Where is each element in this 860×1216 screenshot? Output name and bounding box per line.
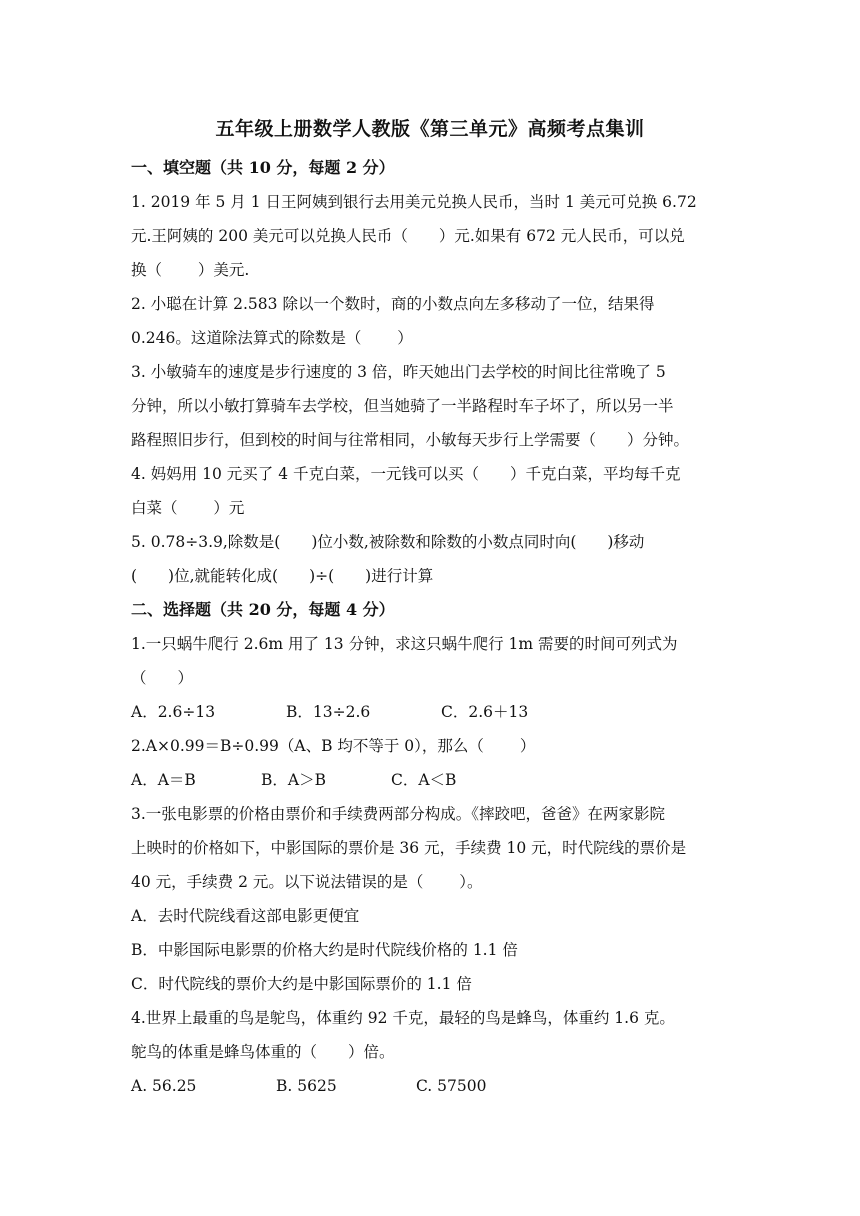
- option-a[interactable]: A．去时代院线看这部电影更便宜: [131, 907, 360, 925]
- question-text: 4. 妈妈用 10 元买了 4 千克白菜，一元钱可以买（ ）千克白菜，平均每千克: [131, 465, 681, 483]
- option-a[interactable]: A. 56.25: [131, 1077, 197, 1095]
- option-b[interactable]: B．13÷2.6: [286, 703, 371, 721]
- option-c[interactable]: C．2.6＋13: [441, 703, 529, 721]
- option-a[interactable]: A．A＝B: [131, 771, 196, 789]
- question-text: 换（ ）美元.: [131, 261, 250, 279]
- question-text: （ ）: [131, 669, 194, 687]
- question-text: 2.A×0.99＝B÷0.99（A、B 均不等于 0），那么（ ）: [131, 737, 536, 755]
- option-c[interactable]: C．A＜B: [391, 771, 457, 789]
- question-text: 鸵鸟的体重是蜂鸟体重的（ ）倍。: [131, 1043, 395, 1061]
- question-text: 40 元，手续费 2 元。以下说法错误的是（ ）。: [131, 873, 483, 891]
- question-text: ( )位,就能转化成( )÷( )进行计算: [131, 567, 434, 585]
- section-heading-fill-blank: 一、填空题（共 10 分，每题 2 分）: [131, 158, 395, 177]
- option-c[interactable]: C．时代院线的票价大约是中影国际票价的 1.1 倍: [131, 975, 472, 993]
- question-text: 2. 小聪在计算 2.583 除以一个数时，商的小数点向左多移动了一位，结果得: [131, 295, 655, 313]
- question-text: 元.王阿姨的 200 美元可以兑换人民币（ ）元.如果有 672 元人民币，可以兑: [131, 227, 685, 245]
- section-heading-multiple-choice: 二、选择题（共 20 分，每题 4 分）: [131, 600, 395, 619]
- question-text: 5. 0.78÷3.9,除数是( )位小数,被除数和除数的小数点同时向( )移动: [131, 533, 645, 551]
- answer-options: [131, 1076, 731, 1096]
- question-text: 3.一张电影票的价格由票价和手续费两部分构成。《摔跤吧，爸爸》在两家影院: [131, 805, 666, 823]
- option-b[interactable]: B．A＞B: [261, 771, 326, 789]
- question-text: 路程照旧步行，但到校的时间与往常相同，小敏每天步行上学需要（ ）分钟。: [131, 431, 690, 449]
- question-text: 白菜（ ）元: [131, 499, 245, 517]
- question-text: 0.246。这道除法算式的除数是（ ）: [131, 329, 413, 347]
- question-text: 上映时的价格如下，中影国际的票价是 36 元，手续费 10 元，时代院线的票价是: [131, 839, 687, 857]
- option-b[interactable]: B. 5625: [276, 1077, 337, 1095]
- question-text: 3. 小敏骑车的速度是步行速度的 3 倍，昨天她出门去学校的时间比往常晚了 5: [131, 363, 666, 381]
- question-text: 1.一只蜗牛爬行 2.6m 用了 13 分钟，求这只蜗牛爬行 1m 需要的时间可列式为: [131, 635, 678, 653]
- question-text: 分钟，所以小敏打算骑车去学校，但当她骑了一半路程时车子坏了，所以另一半: [131, 397, 674, 415]
- option-c[interactable]: C. 57500: [416, 1077, 487, 1095]
- answer-options: [131, 702, 731, 722]
- question-text: 1. 2019 年 5 月 1 日王阿姨到银行去用美元兑换人民币，当时 1 美元可兑换 6.72: [131, 193, 697, 211]
- question-text: 4.世界上最重的鸟是鸵鸟，体重约 92 千克，最轻的鸟是蜂鸟，体重约 1.6 克。: [131, 1009, 675, 1027]
- page-title: 五年级上册数学人教版《第三单元》高频考点集训: [215, 118, 645, 140]
- option-a[interactable]: A．2.6÷13: [131, 703, 216, 721]
- option-b[interactable]: B．中影国际电影票的价格大约是时代院线价格的 1.1 倍: [131, 941, 518, 959]
- answer-options: [131, 770, 731, 790]
